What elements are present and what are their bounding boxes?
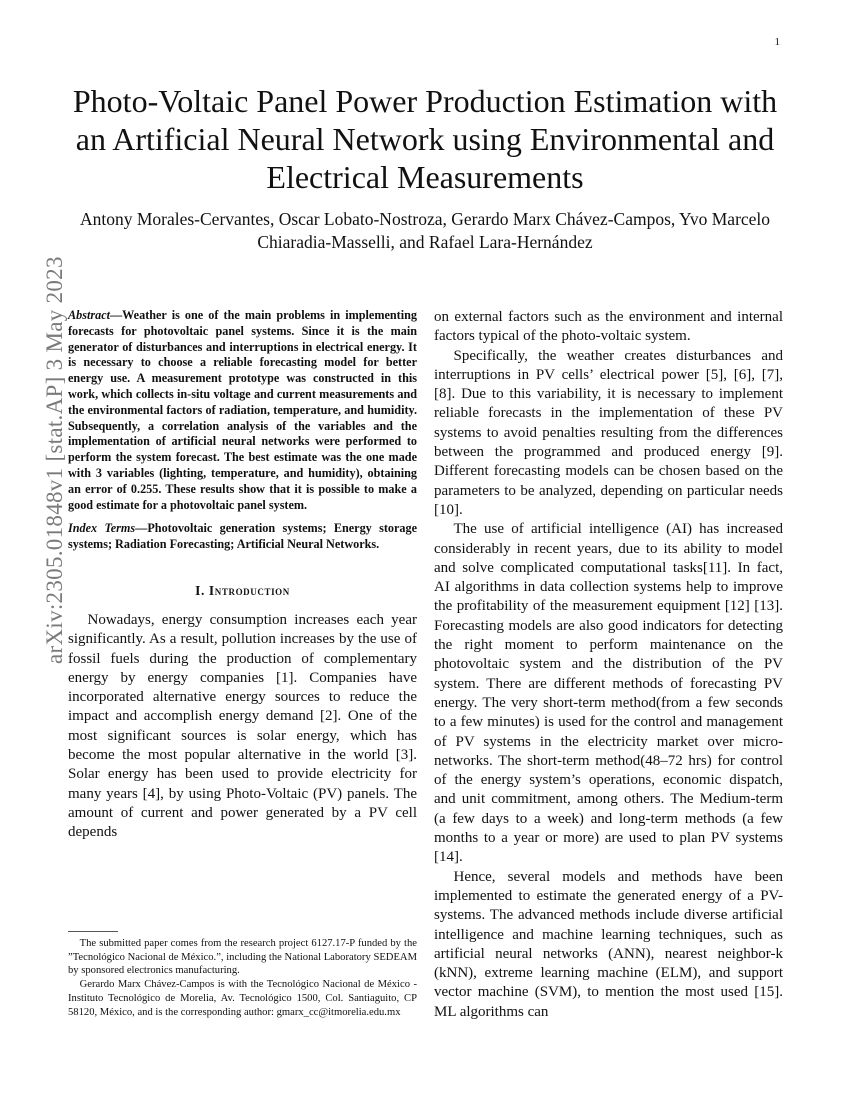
- author-list: Antony Morales-Cervantes, Oscar Lobato-Nostroza, Gerardo Marx Chávez-Campos, Yvo Marcelo Chiaradia-Masselli, and Rafael Lara-Hernández: [79, 209, 771, 252]
- body-paragraph: The use of artificial intelligence (AI) has increased considerably in recent years, due to its ability to model and solve complicated computational tasks[11]. In fact, AI algorithms in data collection systems help to improve the profitability of the measurement equipment [12] [13]. Forecasting models are also good indicators for detecting the right moment to perform maintenance on the photovoltaic system and the distribution of the PV system. There are different methods of forecasting PV energy. The very short-term method(from a few seconds to a few minutes) is used for the control and management of PV systems in the electricity market over micro-networks. The short-term method(48–72 hrs) for control of the energy system’s operations, economic dispatch, and unit commitment, among others. The Medium-term (a few days to a week) and long-term methods (a few months to a year or more) are used to plan PV systems [14].: [434, 521, 783, 866]
- index-terms-text: —Photovoltaic generation systems; Energy storage systems; Radiation Forecasting; Artificial Neural Networks.: [68, 521, 417, 552]
- footnotes: [68, 937, 417, 1019]
- body-paragraph: Hence, several models and methods have been implemented to estimate the generated energy of a PV-systems. The advanced methods include diverse artificial intelligence and machine learning techniques, such as artificial neural networks (ANN), nearest neighbor-k (kNN), extreme learning machine (ELM), and support vector machine (SVM), to mention the most used [15]. ML algorithms can: [434, 868, 783, 1020]
- page-number: 1: [774, 36, 780, 48]
- abstract: [68, 308, 417, 513]
- abstract-text: —Weather is one of the main problems in implementing forecasts for photovoltaic panel systems. Since it is the main generator of disturbances and interruptions in electrical energy. It is necessary to choose a reliable forecasting model for better energy use. A measurement prototype was constructed in this work, which collects in-situ voltage and current measurements and the environmental factors of radiation, temperature, and humidity. Subsequently, a correlation analysis of the variables and the implementation of artificial neural networks were performed to perform the system forecast. The best estimate was the one made with 3 variables (lighting, temperature, and humidity), obtaining an error of 0.255. These results show that it is possible to make a good estimate for a photovoltaic panel system.: [68, 308, 417, 512]
- right-column: [434, 308, 783, 1022]
- index-terms-label: Index Terms: [68, 521, 136, 536]
- intro-paragraph: Nowadays, energy consumption increases each year significantly. As a result, pollution increases by the use of fossil fuels during the production of complementary energy by energy companies [1]. Companies have incorporated alternative energy sources to reduce the impact and accomplish energy demand [2]. One of the most significant sources is solar energy, which has become the most popular alternative in the world [3]. Solar energy has been used to provide electricity for many years [4], by using Photo-Voltaic (PV) panels. The amount of current and power generated by a PV cell depends: [68, 611, 417, 841]
- section-heading-introduction: I. Introduction: [195, 582, 290, 598]
- body-paragraph: Specifically, the weather creates disturbances and interruptions in PV cells’ electrical power [5], [6], [7], [8]. Due to this variability, it is necessary to implement reliable forecasts in the implementation of these PV systems to avoid penalties resulting from the differences between the programmed and produced energy [9]. Different forecasting models can be chosen based on the parameters to be analyzed, depending on particular needs [10].: [434, 347, 783, 518]
- paper-title: Photo-Voltaic Panel Power Production Estimation with an Artificial Neural Network using Environmental and Electrical Measurements: [72, 83, 778, 195]
- footnote-affiliation: Gerardo Marx Chávez-Campos is with the Tecnológico Nacional de México - Instituto Tecnológico de Morelia, Av. Tecnológico 1500, Col. Santiaguito, CP 58120, México, and is the corresponding author: gmarx_cc@itmorelia.edu.mx: [68, 979, 417, 1018]
- footnote-divider: [68, 931, 118, 932]
- arxiv-identifier-text: arXiv:2305.01848v1 [stat.AP] 3 May 2023: [42, 256, 67, 664]
- abstract-label: Abstract: [68, 308, 110, 322]
- body-paragraph: on external factors such as the environment and internal factors typical of the photo-voltaic system.: [434, 309, 783, 345]
- index-terms: [68, 521, 417, 553]
- arxiv-identifier: [42, 256, 67, 690]
- left-column: [68, 308, 417, 843]
- footnote-funding: The submitted paper comes from the research project 6127.17-P funded by the ”Tecnológico Nacional de México.”, including the National Laboratory SEDEAM by sponsored electronics manufacturing.: [68, 938, 417, 977]
